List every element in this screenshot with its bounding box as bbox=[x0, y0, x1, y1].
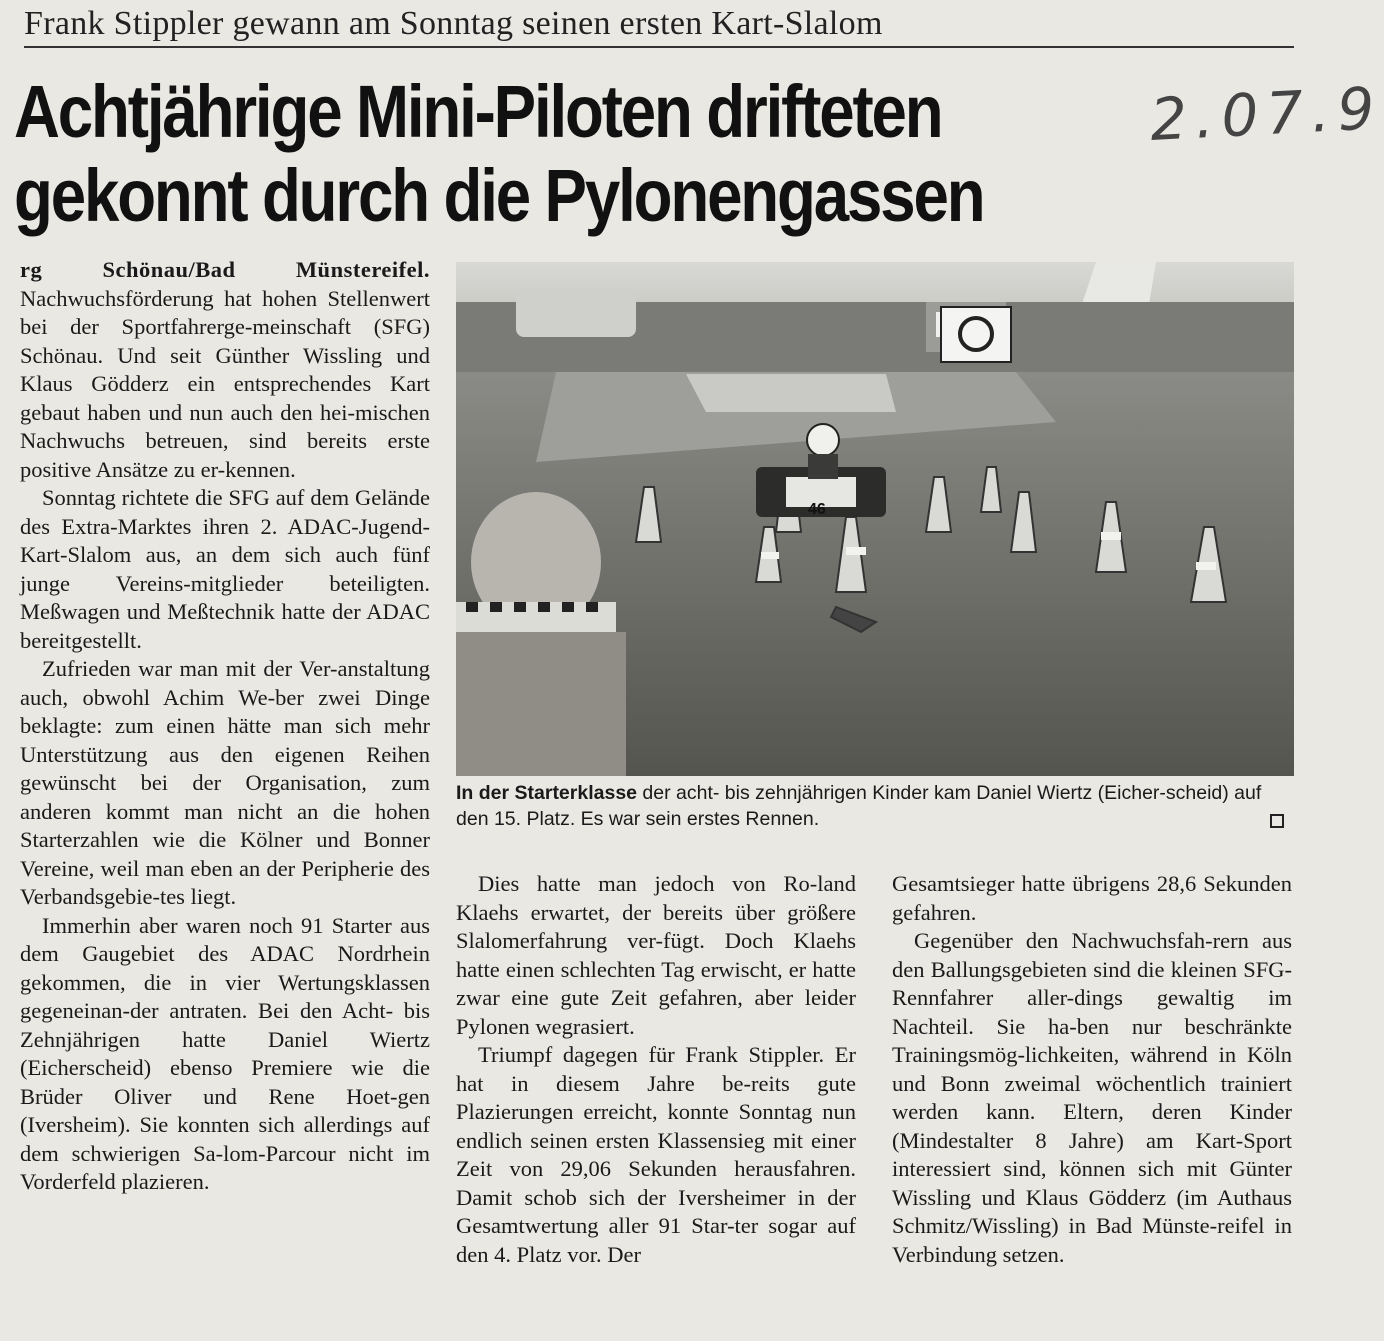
article-paragraph: Gesamtsieger hatte übrigens 28,6 Sekunden gefahren. bbox=[892, 871, 1292, 925]
kart-slalom-photo bbox=[456, 262, 1294, 776]
caption-lead: In der Starterklasse bbox=[456, 782, 638, 804]
article-paragraph: Sonntag richtete die SFG auf dem Gelände des Extra-Marktes ihren 2. ADAC-Jugend-Kart-Slalom aus, an dem sich auch fünf junge Vereins-mitglieder beteiligten. Meßwagen und Meßtechnik hatte der ADAC bereitgestellt. bbox=[20, 485, 430, 653]
article-paragraph bbox=[20, 256, 430, 484]
handwritten-date: 2.07.9 bbox=[1148, 73, 1384, 155]
kicker-headline: Frank Stippler gewann am Sonntag seinen ersten Kart-Slalom bbox=[24, 4, 1294, 48]
article-paragraph: Triumpf dagegen für Frank Stippler. Er hat in diesem Jahre be-reits gute Plazierungen erreicht, konnte Sonntag nun endlich seinen ersten Klassensieg mit einer Zeit von 29,06 Sekunden herausfahren. Damit schob sich der Iversheimer in der Gesamtwertung aller 91 Star-ter sogar auf den 4. Platz vor. Der bbox=[456, 1042, 856, 1267]
article-paragraph: Gegenüber den Nachwuchsfah-rern aus den Ballungsgebieten sind die kleinen SFG-Rennfahrer aller-dings gewaltig im Nachteil. Sie ha-ben nur beschränkte Trainingsmög-lichkeiten, während in Köln und Bonn zweimal wöchentlich trainiert werden kann. Eltern, deren Kinder (Mindestalter 8 Jahre) am Kart-Sport interessiert sind, können sich mit Günter Wissling und Klaus Gödderz (im Authaus Schmitz/Wissling) in Bad Münste-reifel in Verbindung setzen. bbox=[892, 928, 1292, 1267]
main-headline bbox=[14, 70, 984, 238]
paragraph-text: Nachwuchsförderung hat hohen Stellenwert bei der Sportfahrerge-meinschaft (SFG) Schönau. Und seit Günther Wissling und Klaus Gödderz ein entsprechendes Kart gebaut haben und nun auch den hei-mischen Nachwuchs betreuen, sind bereits erste positive Ansätze zu er-kennen. bbox=[20, 285, 430, 482]
article-photo bbox=[456, 262, 1294, 776]
headline-line-2: gekonnt durch die Pylonengassen bbox=[14, 154, 984, 237]
photo-caption bbox=[456, 780, 1294, 832]
end-mark-icon bbox=[1270, 814, 1284, 828]
dateline: rg Schönau/Bad Münstereifel. bbox=[20, 257, 430, 282]
caption-text: der acht- bis zehnjährigen Kinder kam Daniel Wiertz (Eicher-scheid) auf den 15. Platz. Es war sein erstes Rennen. bbox=[456, 782, 1262, 830]
article-column-2 bbox=[456, 870, 856, 1269]
kart-number: 46 bbox=[808, 501, 826, 518]
article-paragraph: Immerhin aber waren noch 91 Starter aus dem Gaugebiet des ADAC Nordrhein gekommen, die in vier Wertungsklassen gegeneinan-der antraten. Bei den Acht- bis Zehnjährigen hatte Daniel Wiertz (Eicherscheid) ebenso Premiere wie die Brüder Oliver und Rene Hoet-gen (Iversheim). Sie konnten sich allerdings auf dem schwierigen Sa-lom-Parcour nicht im Vorderfeld plazieren. bbox=[20, 912, 430, 1194]
headline-line-1: Achtjährige Mini-Piloten drifteten bbox=[14, 70, 942, 153]
article-column-1 bbox=[20, 256, 430, 1197]
article-column-3 bbox=[892, 870, 1292, 1269]
article-paragraph: Dies hatte man jedoch von Ro-land Klaehs erwartet, der bereits über größere Slalomerfahrung ver-fügt. Doch Klaehs hatte einen schlechten Tag erwischt, er hatte zwar eine gute Zeit gefahren, aber leider Pylonen wegrasiert. bbox=[456, 871, 856, 1039]
article-paragraph: Zufrieden war man mit der Ver-anstaltung auch, obwohl Achim We-ber zwei Dinge beklagte: zum einen hätte man sich mehr Unterstützung aus den eigenen Reihen gewünscht bei der Organisation, zum anderen kommt man nicht an die hohen Starterzahlen wie die Kölner und Bonner Vereine, weil man eben an der Peripherie des Verbandsgebie-tes liegt. bbox=[20, 656, 430, 909]
